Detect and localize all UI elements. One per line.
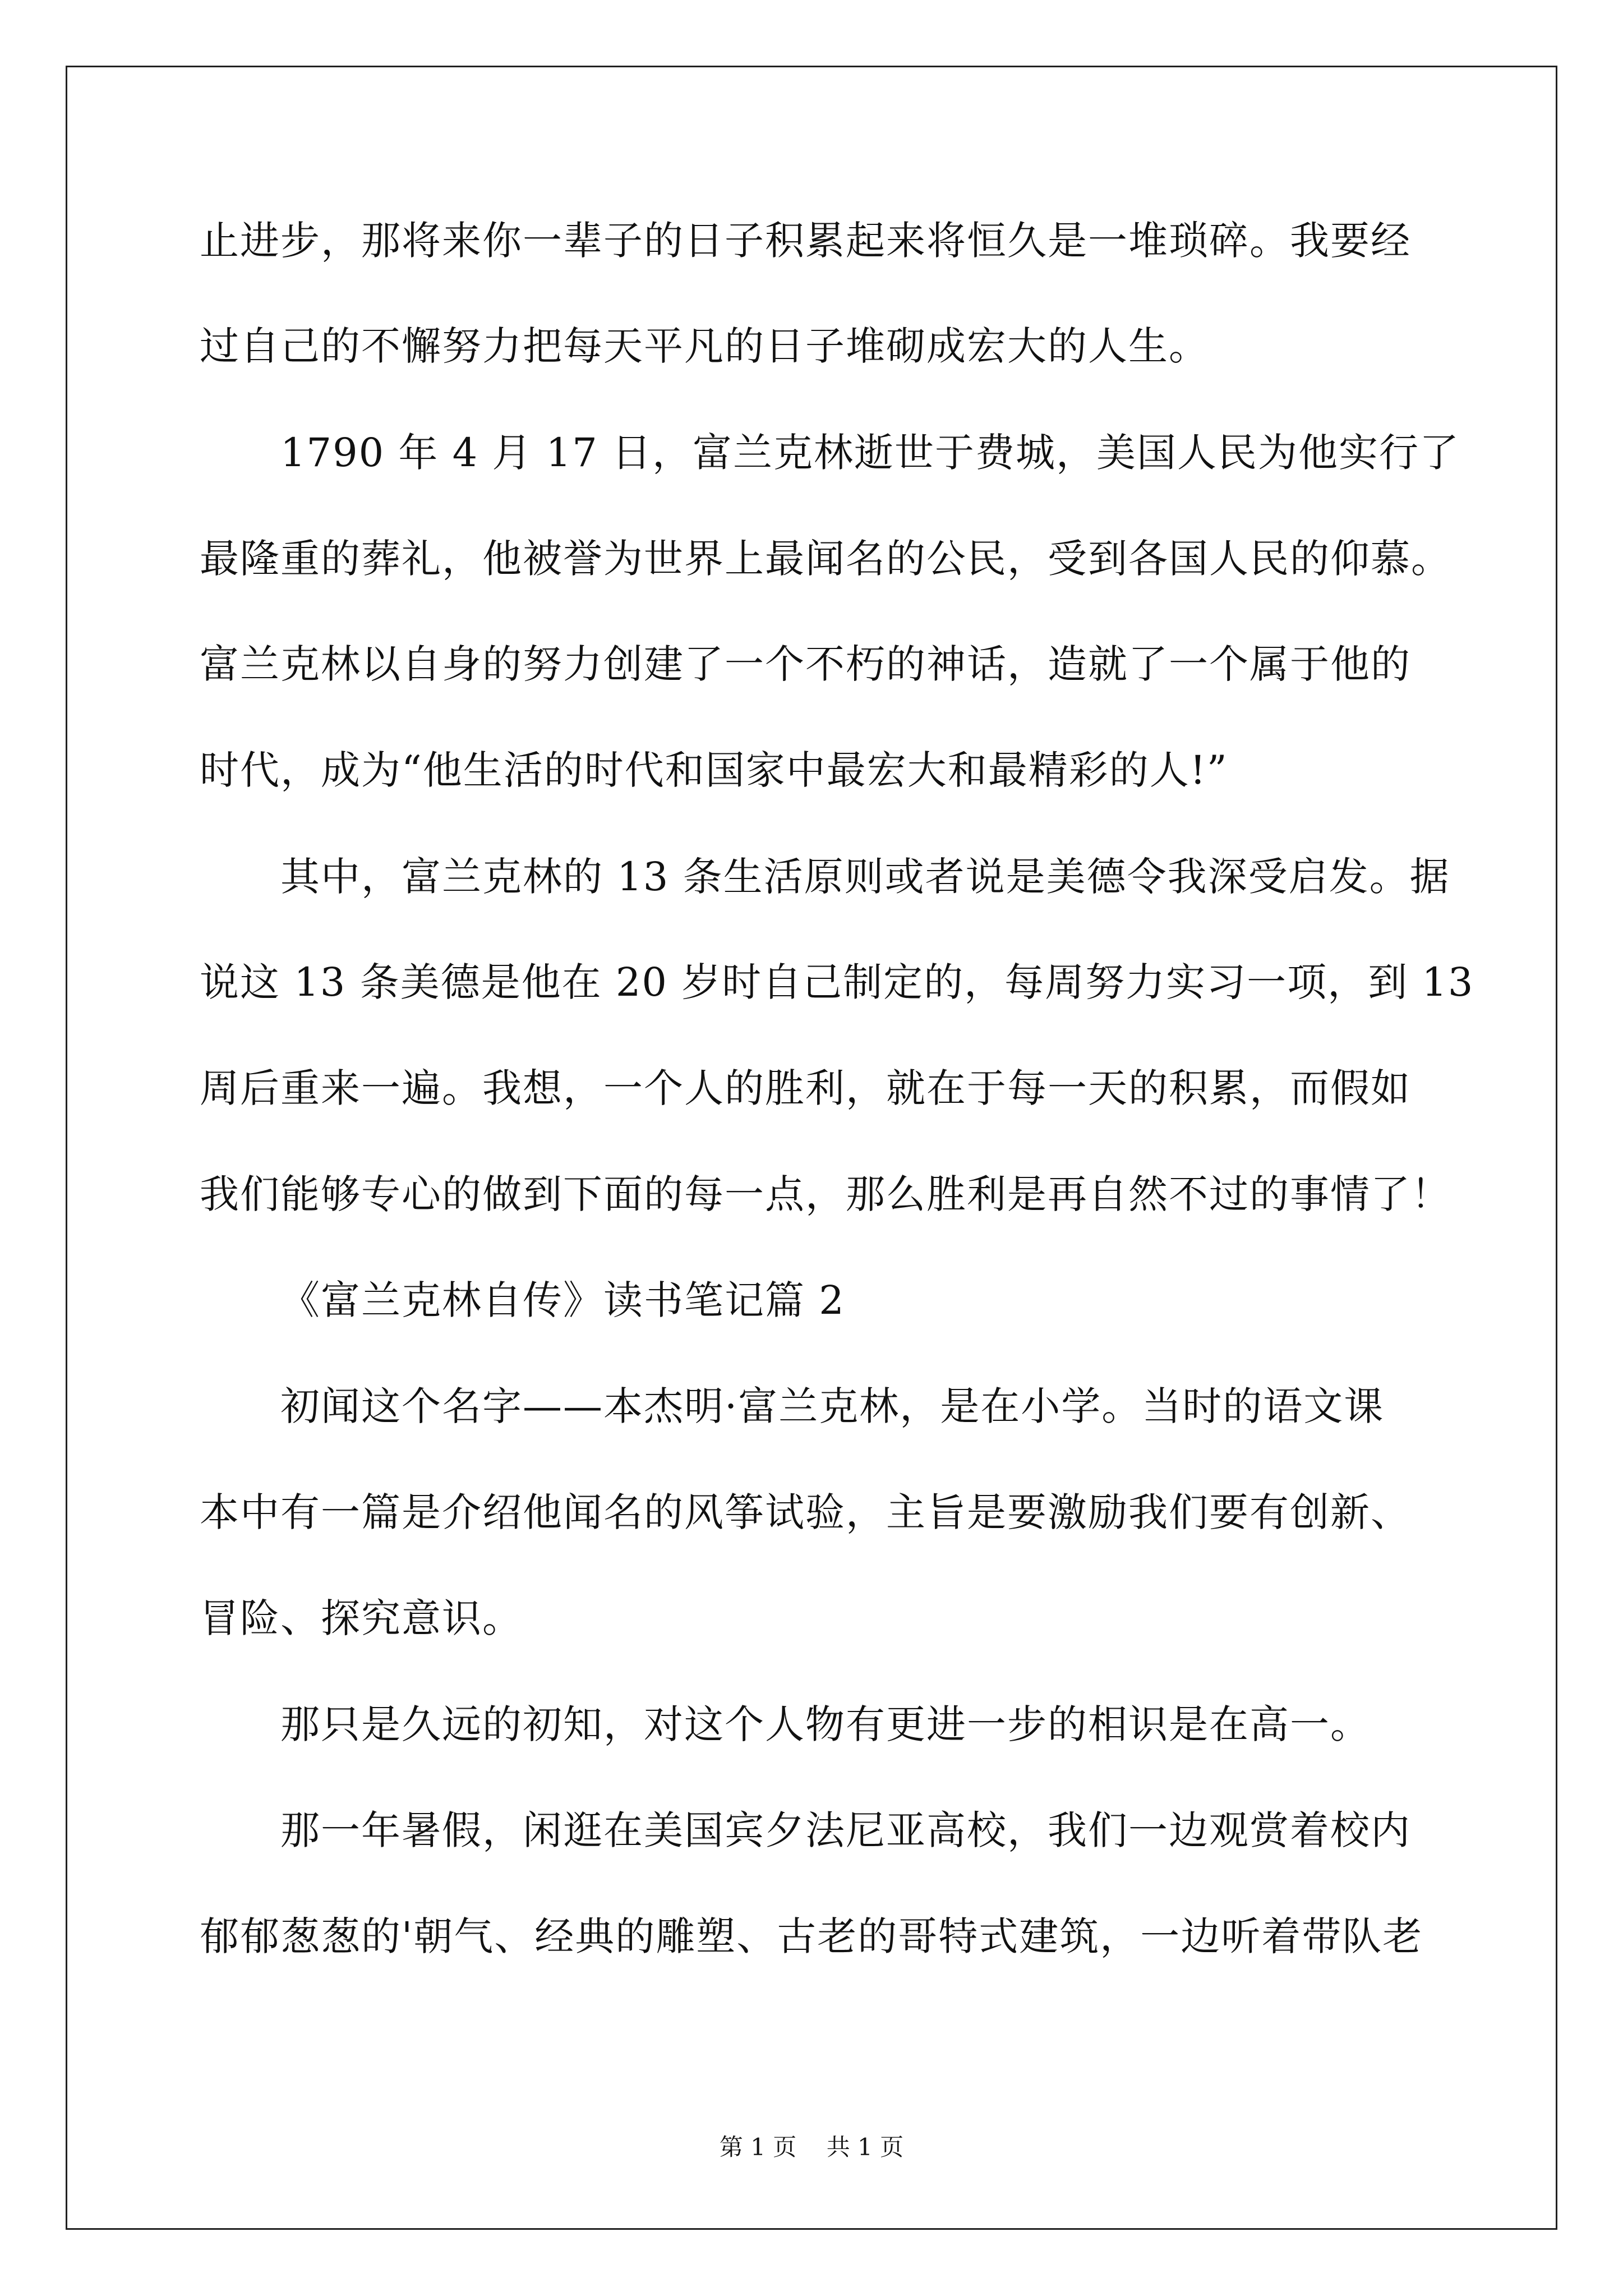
text-line: 我们能够专心的做到下面的每一点，那么胜利是再自然不过的事情了！ <box>200 1171 1451 1217</box>
section-heading: 《富兰克林自传》读书笔记篇 2 <box>280 1277 845 1323</box>
text-line: 那只是久远的初知，对这个人物有更进一步的相识是在高一。 <box>280 1701 1371 1747</box>
text-line: 说这 13 条美德是他在 20 岁时自己制定的，每周努力实习一项，到 13 <box>200 959 1474 1005</box>
text-line: 止进步，那将来你一辈子的日子积累起来将恒久是一堆琐碎。我要经 <box>200 218 1411 264</box>
text-line: 最隆重的葬礼，他被誉为世界上最闻名的公民，受到各国人民的仰慕。 <box>200 536 1451 582</box>
text-line: 本中有一篇是介绍他闻名的风筝试验，主旨是要激励我们要有创新、 <box>200 1489 1411 1535</box>
text-line: 富兰克林以自身的努力创建了一个不朽的神话，造就了一个属于他的 <box>200 641 1411 687</box>
text-line: 时代，成为“他生活的时代和国家中最宏大和最精彩的人!” <box>200 747 1228 793</box>
text-line: 那一年暑假，闲逛在美国宾夕法尼亚高校，我们一边观赏着校内 <box>280 1807 1411 1853</box>
text-line: 初闻这个名字——本杰明·富兰克林，是在小学。当时的语文课 <box>280 1383 1385 1429</box>
text-line: 过自己的不懈努力把每天平凡的日子堆砌成宏大的人生。 <box>200 323 1209 369</box>
text-line: 1790 年 4 月 17 日，富兰克林逝世于费城，美国人民为他实行了 <box>280 430 1460 476</box>
page-border <box>66 66 1557 2230</box>
text-line: 冒险、探究意识。 <box>200 1595 523 1641</box>
text-line: 周后重来一遍。我想，一个人的胜利，就在于每一天的积累，而假如 <box>200 1065 1411 1111</box>
page-number-footer: 第 1 页 共 1 页 <box>719 2133 904 2161</box>
text-line: 其中，富兰克林的 13 条生活原则或者说是美德令我深受启发。据 <box>280 854 1450 900</box>
text-line: 郁郁葱葱的'朝气、经典的雕塑、古老的哥特式建筑，一边听着带队老 <box>200 1913 1423 1959</box>
